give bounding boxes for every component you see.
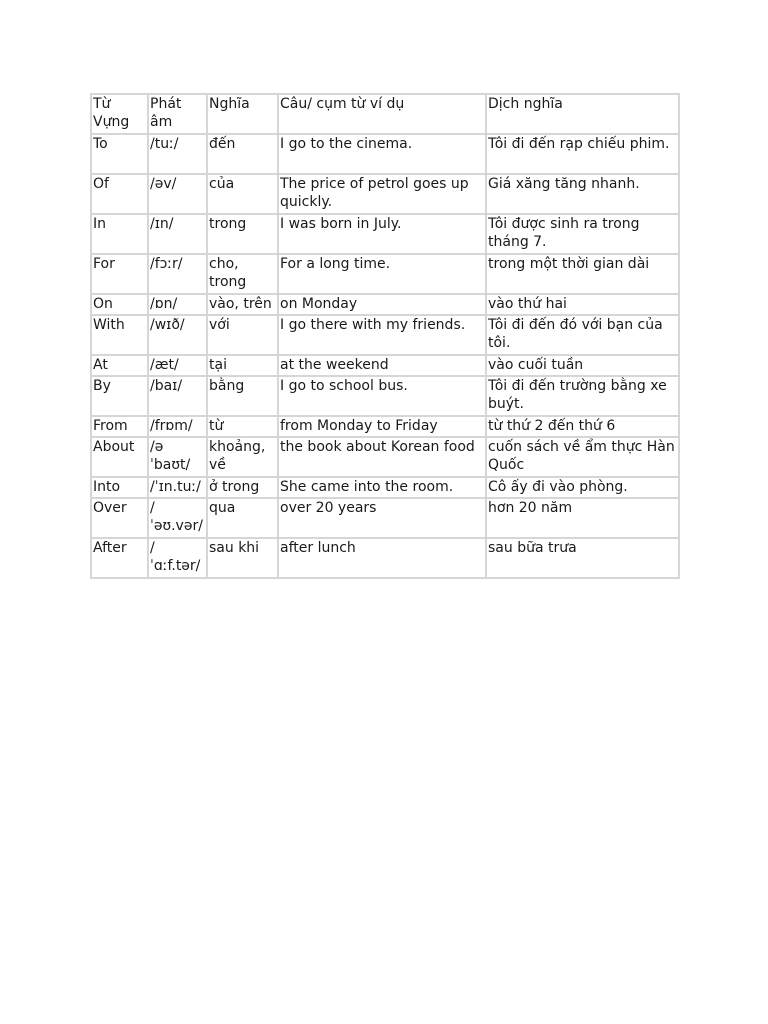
cell-example: on Monday (278, 294, 486, 315)
cell-word: Into (91, 477, 148, 498)
cell-example: at the weekend (278, 355, 486, 376)
cell-pronunciation: /ɒn/ (148, 294, 207, 315)
table-row (91, 416, 679, 437)
cell-example: The price of petrol goes up quickly. (278, 174, 486, 214)
cell-word: With (91, 315, 148, 355)
cell-meaning: từ (207, 416, 278, 437)
cell-word: At (91, 355, 148, 376)
cell-word: For (91, 254, 148, 294)
cell-meaning: cho, trong (207, 254, 278, 294)
table-row (91, 498, 679, 538)
table-row (91, 538, 679, 578)
cell-pronunciation: / ˈɑːf.tər/ (148, 538, 207, 578)
cell-pronunciation: /frɒm/ (148, 416, 207, 437)
cell-meaning: bằng (207, 376, 278, 416)
cell-meaning: qua (207, 498, 278, 538)
cell-meaning: của (207, 174, 278, 214)
cell-pronunciation: /ə ˈbaʊt/ (148, 437, 207, 477)
header-translation: Dịch nghĩa (486, 94, 679, 134)
cell-word: Of (91, 174, 148, 214)
cell-word: By (91, 376, 148, 416)
cell-translation: Cô ấy đi vào phòng. (486, 477, 679, 498)
cell-example: I go there with my friends. (278, 315, 486, 355)
table-row (91, 294, 679, 315)
cell-translation: Tôi được sinh ra trong tháng 7. (486, 214, 679, 254)
table-row (91, 254, 679, 294)
header-pronunciation: Phát âm (148, 94, 207, 134)
cell-translation: hơn 20 năm (486, 498, 679, 538)
header-example: Câu/ cụm từ ví dụ (278, 94, 486, 134)
cell-translation: cuốn sách về ẩm thực Hàn Quốc (486, 437, 679, 477)
cell-example: I go to the cinema. (278, 134, 486, 174)
cell-translation: trong một thời gian dài (486, 254, 679, 294)
cell-word: To (91, 134, 148, 174)
cell-meaning: trong (207, 214, 278, 254)
cell-pronunciation: /wɪð/ (148, 315, 207, 355)
cell-pronunciation: /fɔːr/ (148, 254, 207, 294)
cell-translation: Tôi đi đến đó với bạn của tôi. (486, 315, 679, 355)
cell-translation: Tôi đi đến trường bằng xe buýt. (486, 376, 679, 416)
table-row (91, 174, 679, 214)
cell-translation: vào thứ hai (486, 294, 679, 315)
cell-meaning: khoảng, về (207, 437, 278, 477)
cell-meaning: ở trong (207, 477, 278, 498)
cell-example: over 20 years (278, 498, 486, 538)
cell-meaning: vào, trên (207, 294, 278, 315)
cell-pronunciation: /tuː/ (148, 134, 207, 174)
cell-meaning: đến (207, 134, 278, 174)
cell-pronunciation: /əv/ (148, 174, 207, 214)
cell-pronunciation: /æt/ (148, 355, 207, 376)
cell-meaning: sau khi (207, 538, 278, 578)
table-row (91, 134, 679, 174)
cell-translation: Tôi đi đến rạp chiếu phim. (486, 134, 679, 174)
cell-example: I go to school bus. (278, 376, 486, 416)
cell-word: From (91, 416, 148, 437)
cell-word: After (91, 538, 148, 578)
cell-translation: từ thứ 2 đến thứ 6 (486, 416, 679, 437)
cell-meaning: tại (207, 355, 278, 376)
cell-pronunciation: /ˈɪn.tuː/ (148, 477, 207, 498)
table-row (91, 214, 679, 254)
cell-translation: Giá xăng tăng nhanh. (486, 174, 679, 214)
vocabulary-table (90, 93, 680, 579)
cell-example: For a long time. (278, 254, 486, 294)
cell-pronunciation: / ˈəʊ.vər/ (148, 498, 207, 538)
header-word: Từ Vựng (91, 94, 148, 134)
cell-example: I was born in July. (278, 214, 486, 254)
cell-word: About (91, 437, 148, 477)
table-row (91, 355, 679, 376)
cell-pronunciation: /ɪn/ (148, 214, 207, 254)
cell-example: after lunch (278, 538, 486, 578)
header-meaning: Nghĩa (207, 94, 278, 134)
cell-meaning: với (207, 315, 278, 355)
cell-word: Over (91, 498, 148, 538)
table-row (91, 315, 679, 355)
cell-example: the book about Korean food (278, 437, 486, 477)
table-row (91, 376, 679, 416)
cell-word: In (91, 214, 148, 254)
cell-translation: vào cuối tuần (486, 355, 679, 376)
table-row (91, 477, 679, 498)
table-row (91, 437, 679, 477)
table-header-row (91, 94, 679, 134)
cell-word: On (91, 294, 148, 315)
cell-example: She came into the room. (278, 477, 486, 498)
cell-example: from Monday to Friday (278, 416, 486, 437)
cell-pronunciation: /baɪ/ (148, 376, 207, 416)
cell-translation: sau bữa trưa (486, 538, 679, 578)
